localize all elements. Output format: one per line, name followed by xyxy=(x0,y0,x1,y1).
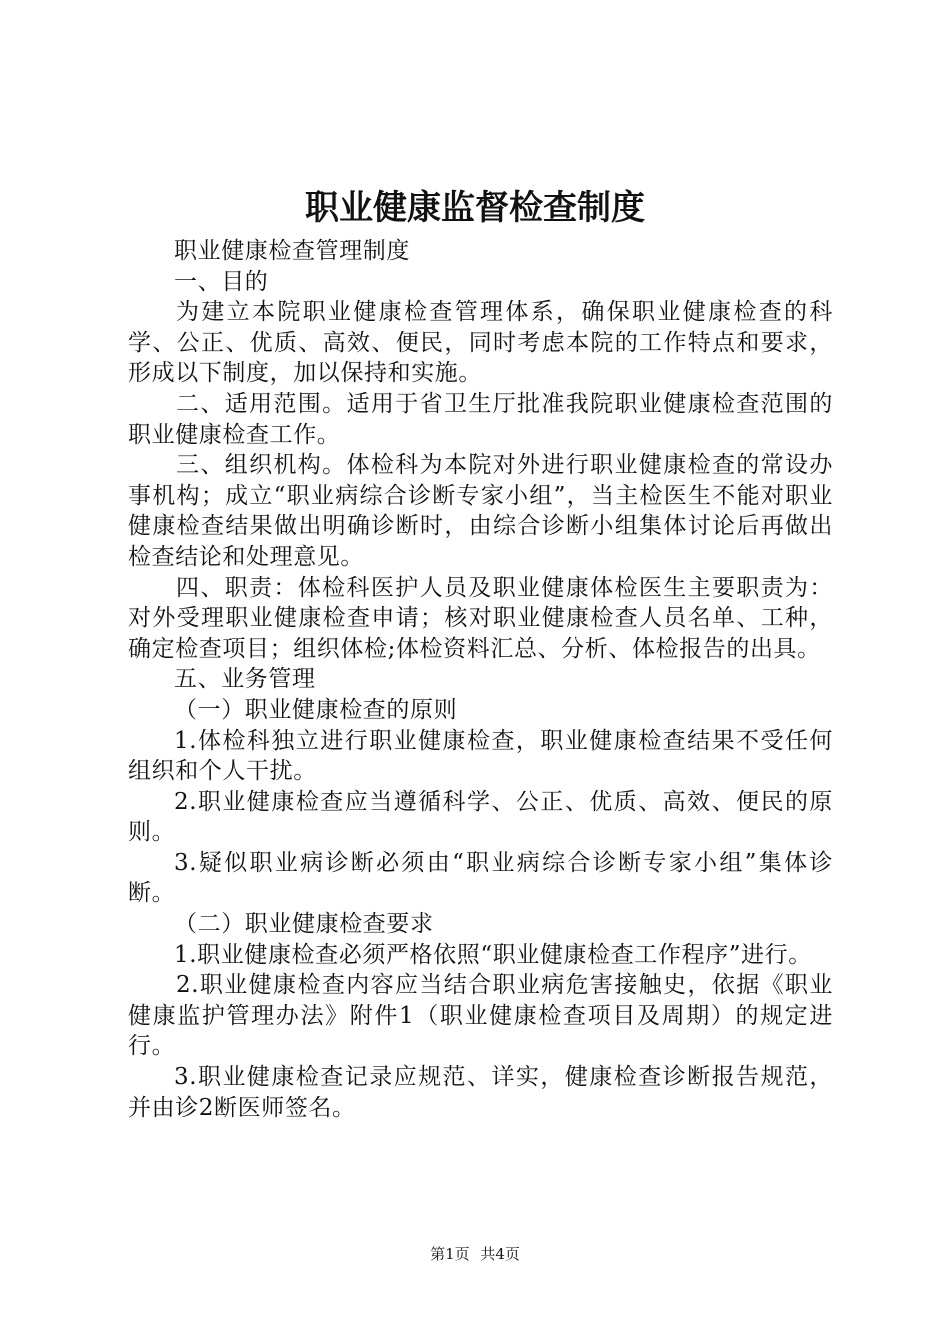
subsection-heading-principles: （一）职业健康检查的原则 xyxy=(174,696,458,723)
list-item-requirement-1: 1.职业健康检查必须严格依照“职业健康检查工作程序”进行。 xyxy=(174,941,812,968)
section-heading-business: 五、业务管理 xyxy=(174,666,316,693)
list-item-requirement-2: 2.职业健康检查内容应当结合职业病危害接触史，依据《职业健康监护管理办法》附件1（职业健康检查项目及周期）的规定进行。 xyxy=(128,972,833,1060)
list-item-requirement-3: 3.职业健康检查记录应规范、详实，健康检查诊断报告规范，并由诊2断医师签名。 xyxy=(128,1064,833,1121)
list-item-principle-2: 2.职业健康检查应当遵循科学、公正、优质、高效、便民的原则。 xyxy=(128,788,833,846)
list-item-principle-1: 1.体检科独立进行职业健康检查，职业健康检查结果不受任何组织和个人干扰。 xyxy=(128,727,833,785)
paragraph-organization: 三、组织机构。体检科为本院对外进行职业健康检查的常设办事机构；成立“职业病综合诊断专家小组”，当主检医生不能对职业健康检查结果做出明确诊断时，由综合诊断小组集体讨论后再做出检查结论和处理意见。 xyxy=(128,452,833,570)
page-number: 第1页 xyxy=(430,1245,470,1263)
list-item-principle-3: 3.疑似职业病诊断必须由“职业病综合诊断专家小组”集体诊断。 xyxy=(128,849,833,907)
section-heading-purpose: 一、目的 xyxy=(174,268,269,295)
page-footer xyxy=(0,1244,950,1264)
paragraph-scope: 二、适用范围。适用于省卫生厅批准我院职业健康检查范围的职业健康检查工作。 xyxy=(128,390,833,448)
paragraph-purpose: 为建立本院职业健康检查管理体系，确保职业健康检查的科学、公正、优质、高效、便民，同时考虑本院的工作特点和要求，形成以下制度，加以保持和实施。 xyxy=(128,299,833,387)
paragraph-subtitle: 职业健康检查管理制度 xyxy=(174,238,410,264)
subsection-heading-requirements: （二）职业健康检查要求 xyxy=(174,911,434,938)
paragraph-duties: 四、职责：体检科医护人员及职业健康体检医生主要职责为：对外受理职业健康检查申请；核对职业健康检查人员名单、工种，确定检查项目；组织体检;体检资料汇总、分析、体检报告的出具。 xyxy=(128,574,833,662)
page-total: 共4页 xyxy=(480,1245,520,1263)
document-body xyxy=(128,236,833,1123)
document-title: 职业健康监督检查制度 xyxy=(305,188,645,228)
